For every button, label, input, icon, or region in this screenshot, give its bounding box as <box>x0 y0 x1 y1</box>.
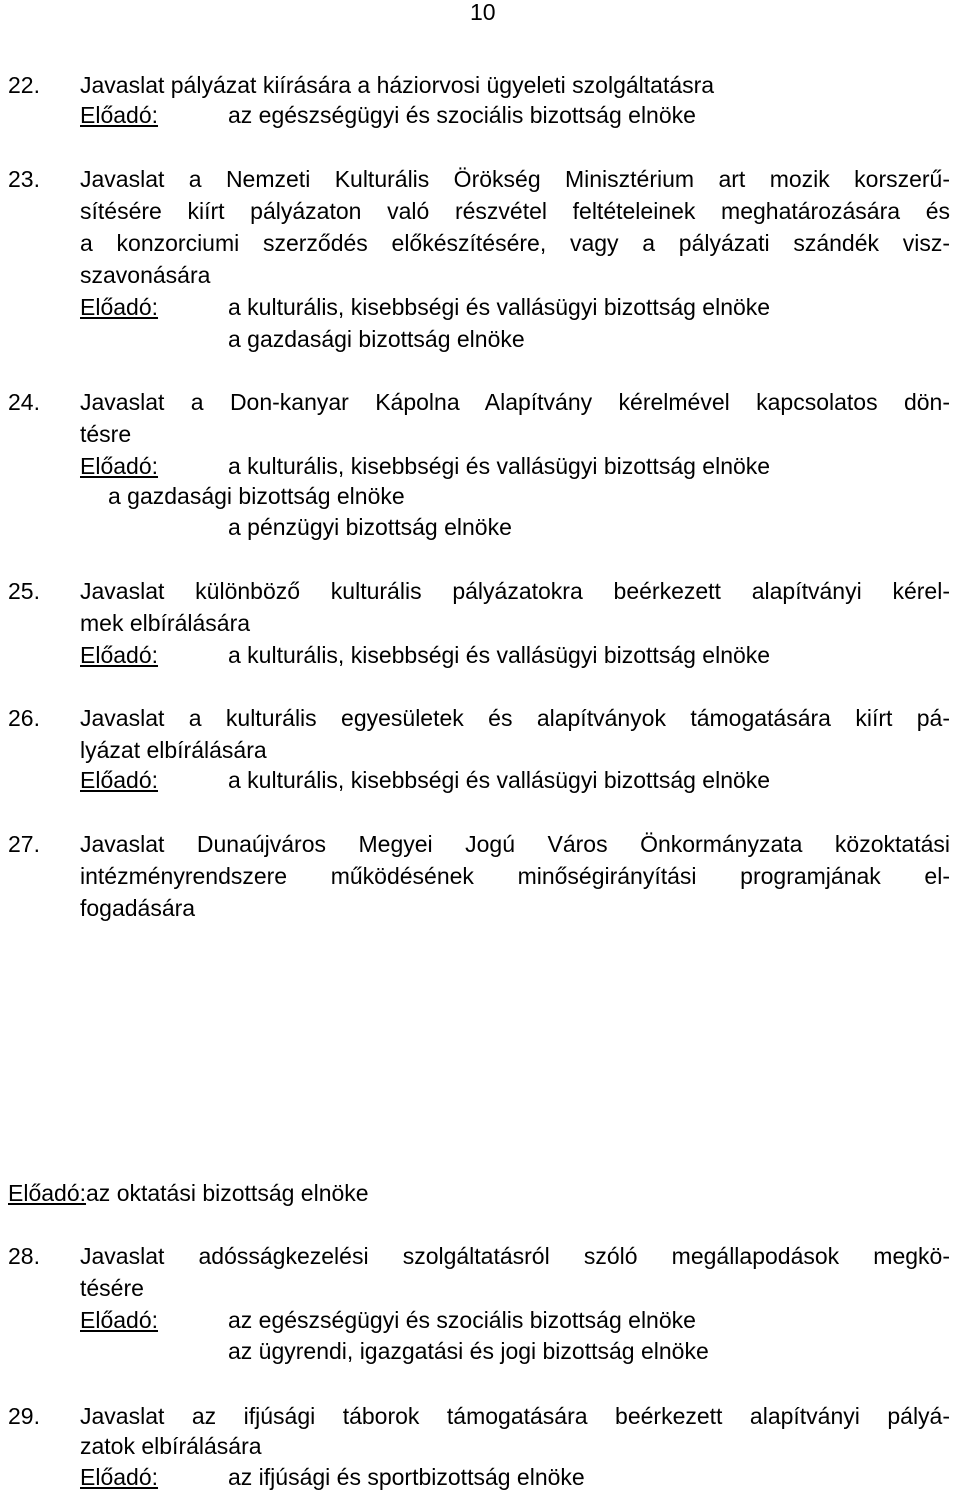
speaker-name: az oktatási bizottság elnöke <box>86 1180 369 1206</box>
speaker-name: a gazdasági bizottság elnöke <box>228 326 525 352</box>
item-number: 24. <box>8 389 40 415</box>
item-title-line: Javaslat az ifjúsági táborok támogatására beérkezett alapítványi pályá- <box>80 1403 950 1429</box>
item-number: 25. <box>8 578 40 604</box>
item-number: 29. <box>8 1403 40 1429</box>
speaker-name: a kulturális, kisebbségi és vallásügyi bizottság elnöke <box>228 642 771 668</box>
item-number: 28. <box>8 1243 40 1269</box>
item-title-line: szavonására <box>80 262 211 288</box>
item-title-line: zatok elbírálására <box>80 1433 262 1459</box>
item-title-line: tésre <box>80 421 132 447</box>
item-number: 27. <box>8 831 40 857</box>
item-title-line: fogadására <box>80 895 196 921</box>
item-number: 22. <box>8 72 40 98</box>
speaker-label: Előadó: <box>80 642 159 668</box>
item-title-line: Javaslat adósságkezelési szolgáltatásról szóló megállapodások megkö- <box>80 1243 950 1269</box>
speaker-label: Előadó: <box>80 767 159 793</box>
item-title-line: Javaslat a Don-kanyar Kápolna Alapítvány kérelmével kapcsolatos dön- <box>80 389 950 415</box>
item-title-line: Javaslat Dunaújváros Megyei Jogú Város Önkormányzata közoktatási <box>80 831 950 857</box>
item-title-line: sítésére kiírt pályázaton való részvétel feltételeinek meghatározására és <box>80 198 950 224</box>
speaker-line <box>8 1178 369 1208</box>
speaker-label: Előadó: <box>80 102 159 128</box>
item-title-line: tésére <box>80 1275 144 1301</box>
item-title-line: Javaslat pályázat kiírására a háziorvosi ügyeleti szolgáltatásra <box>80 72 715 98</box>
speaker-label: Előadó: <box>80 1307 159 1333</box>
speaker-label: Előadó: <box>80 1464 159 1490</box>
speaker-label: Előadó: <box>8 1180 87 1206</box>
item-title-line: a konzorciumi szerződés előkészítésére, vagy a pályázati szándék visz- <box>80 230 950 256</box>
item-title-line: Javaslat a Nemzeti Kulturális Örökség Minisztérium art mozik korszerű- <box>80 166 950 192</box>
item-title-line: Javaslat különböző kulturális pályázatokra beérkezett alapítványi kérel- <box>80 578 950 604</box>
item-title-line: intézményrendszere működésének minőségirányítási programjának el- <box>80 863 950 889</box>
item-number: 23. <box>8 166 40 192</box>
item-title-line: Javaslat a kulturális egyesületek és alapítványok támogatására kiírt pá- <box>80 705 950 731</box>
speaker-label: Előadó: <box>80 453 159 479</box>
speaker-name: a pénzügyi bizottság elnöke <box>228 514 512 540</box>
item-title-line: lyázat elbírálására <box>80 737 267 763</box>
speaker-label: Előadó: <box>80 294 159 320</box>
speaker-name: az ifjúsági és sportbizottság elnöke <box>228 1464 585 1490</box>
item-number: 26. <box>8 705 40 731</box>
speaker-name: az egészségügyi és szociális bizottság elnöke <box>228 1307 696 1333</box>
speaker-name: a kulturális, kisebbségi és vallásügyi bizottság elnöke <box>228 453 771 479</box>
item-title-line: mek elbírálására <box>80 610 251 636</box>
speaker-name: az ügyrendi, igazgatási és jogi bizottság elnöke <box>228 1338 709 1364</box>
page-number: 10 <box>470 0 496 25</box>
speaker-name: a kulturális, kisebbségi és vallásügyi bizottság elnöke <box>228 767 771 793</box>
speaker-name: a gazdasági bizottság elnöke <box>108 483 405 509</box>
speaker-name: az egészségügyi és szociális bizottság elnöke <box>228 102 696 128</box>
speaker-name: a kulturális, kisebbségi és vallásügyi bizottság elnöke <box>228 294 771 320</box>
